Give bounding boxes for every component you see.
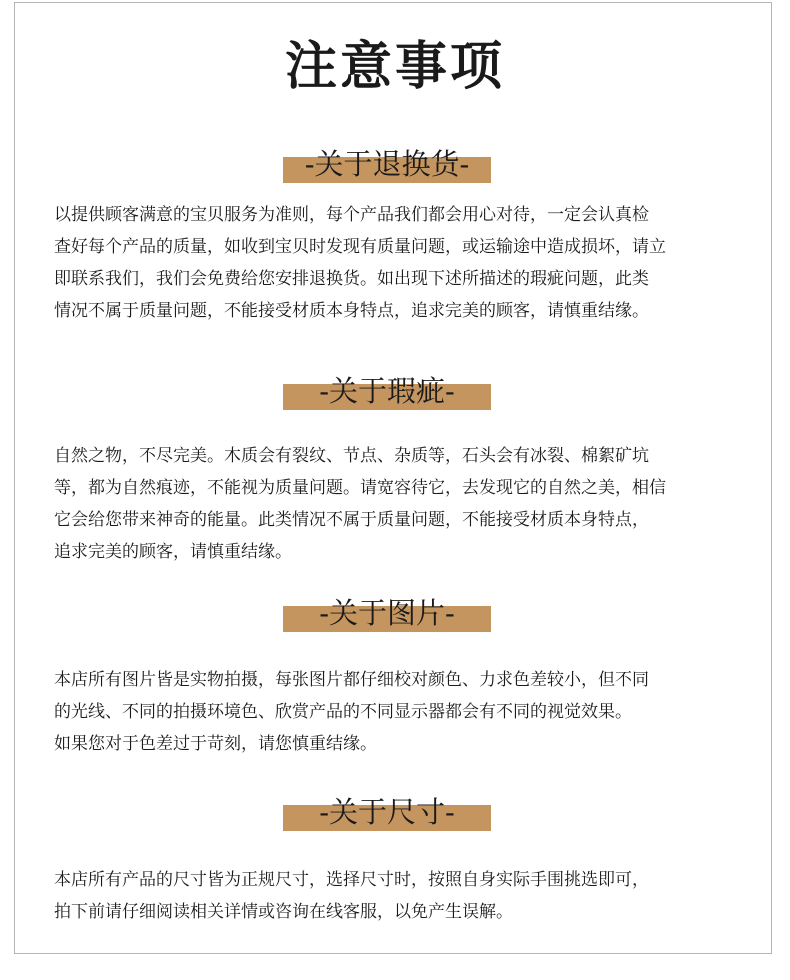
paragraph-line: 等，都为自然痕迹，不能视为质量问题。请宽容待它，去发现它的自然之美，相信 [54, 478, 666, 498]
paragraph-line: 查好每个产品的质量，如收到宝贝时发现有质量问题，或运输途中造成损坏，请立 [54, 237, 666, 257]
paragraph-images [54, 664, 744, 760]
paragraph-line: 本店所有产品的尺寸皆为正规尺寸，选择尺寸时，按照自身实际手围挑选即可， [54, 870, 649, 890]
paragraph-line: 情况不属于质量问题，不能接受材质本身特点，追求完美的顾客，请慎重结缘。 [54, 301, 649, 321]
heading-label: -关于瑕疵- [319, 374, 455, 408]
section-heading-returns [283, 147, 491, 183]
heading-label: -关于尺寸- [319, 795, 455, 829]
paragraph-line: 即联系我们，我们会免费给您安排退换货。如出现下述所描述的瑕疵问题，此类 [54, 269, 649, 289]
paragraph-line: 追求完美的顾客，请慎重结缘。 [54, 542, 292, 562]
paragraph-size [54, 864, 744, 928]
paragraph-line: 的光线、不同的拍摄环境色、欣赏产品的不同显示器都会有不同的视觉效果。 [54, 702, 632, 722]
paragraph-line: 以提供顾客满意的宝贝服务为准则，每个产品我们都会用心对待，一定会认真检 [54, 205, 649, 225]
section-heading-size [283, 795, 491, 831]
paragraph-line: 本店所有图片皆是实物拍摄，每张图片都仔细校对颜色、力求色差较小，但不同 [54, 670, 649, 690]
paragraph-flaws [54, 440, 744, 568]
paragraph-line: 它会给您带来神奇的能量。此类情况不属于质量问题，不能接受材质本身特点， [54, 510, 649, 530]
section-heading-images [283, 596, 491, 632]
paragraph-line: 如果您对于色差过于苛刻，请您慎重结缘。 [54, 734, 377, 754]
section-heading-flaws [283, 374, 491, 410]
heading-label: -关于图片- [319, 596, 455, 630]
paragraph-line: 拍下前请仔细阅读相关详情或咨询在线客服，以免产生误解。 [54, 902, 513, 922]
paragraph-line: 自然之物，不尽完美。木质会有裂纹、节点、杂质等，石头会有冰裂、棉絮矿坑 [54, 446, 649, 466]
paragraph-returns [54, 199, 744, 327]
heading-label: -关于退换货- [304, 147, 470, 181]
page-title: 注意事项 [284, 36, 505, 97]
